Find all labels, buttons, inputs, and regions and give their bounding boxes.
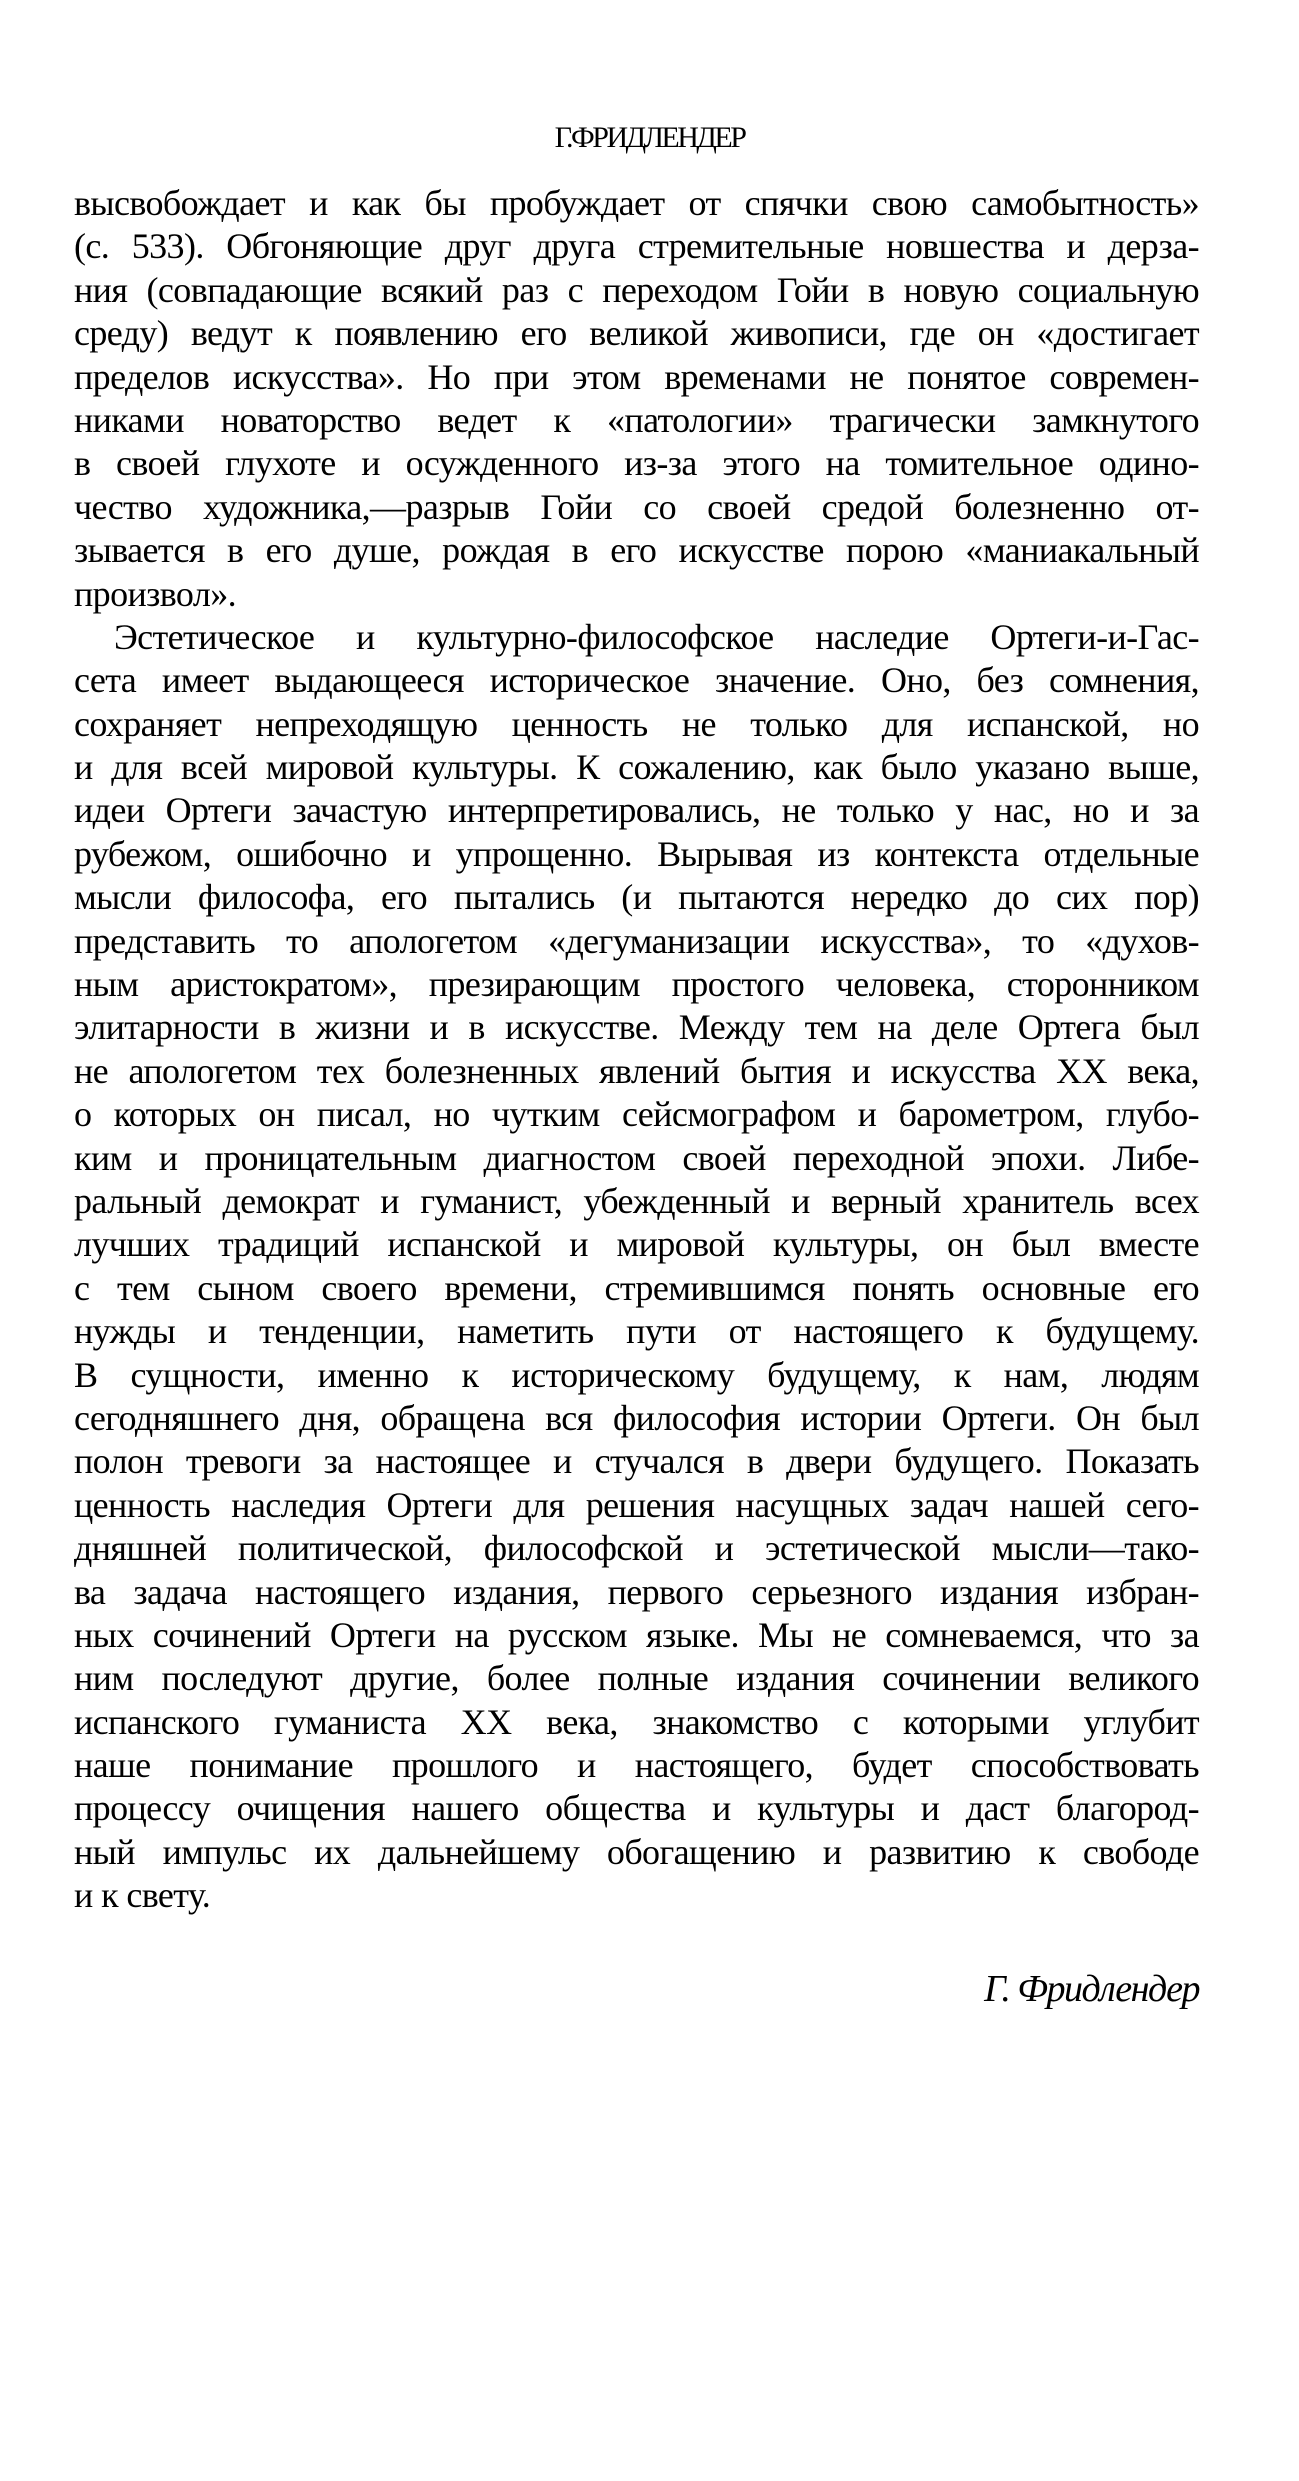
text-line: элитарности в жизни и в искусстве. Между тем на деле Ортега был xyxy=(74,1007,1199,1048)
text-line: ным аристократом», презирающим простого человека, сторонником xyxy=(74,964,1199,1005)
text-line: в своей глухоте и осужденного из-за этого на томительное одино- xyxy=(74,443,1199,484)
text-line: чество художника,—разрыв Гойи со своей средой болезненно от- xyxy=(74,486,1199,527)
text-line: ральный демократ и гуманист, убежденный и верный хранитель всех xyxy=(74,1180,1199,1221)
text-line: В сущности, именно к историческому будущему, к нам, людям xyxy=(74,1354,1199,1395)
text-line: наше понимание прошлого и настоящего, будет способствовать xyxy=(74,1745,1199,1786)
text-line: сохраняет непреходящую ценность не только для испанской, но xyxy=(74,703,1199,744)
text-line: ния (совпадающие всякий раз с переходом Гойи в новую социальную xyxy=(74,269,1199,310)
text-line: с тем сыном своего времени, стремившимся понять основные его xyxy=(74,1267,1199,1308)
text-line: пределов искусства». Но при этом временами не понятое современ- xyxy=(74,356,1199,397)
text-line: дняшней политической, философской и эстетической мысли—тако- xyxy=(74,1528,1199,1569)
text-line: представить то апологетом «дегуманизации искусства», то «духов- xyxy=(74,920,1199,961)
text-line: произвол». xyxy=(74,573,236,614)
paragraph xyxy=(74,182,1199,616)
text-line: рубежом, ошибочно и упрощенно. Вырывая из контекста отдельные xyxy=(74,833,1199,874)
text-line: лучших традиций испанской и мировой культуры, он был вместе xyxy=(74,1224,1199,1265)
running-header: Г.ФРИДЛЕНДЕР xyxy=(554,121,745,154)
body-text xyxy=(74,182,1199,1918)
text-line: сегодняшнего дня, обращена вся философия истории Ортеги. Он был xyxy=(74,1397,1199,1438)
text-line: высвобождает и как бы пробуждает от спячки свою самобытность» xyxy=(74,183,1199,223)
text-line: о которых он писал, но чутким сейсмографом и барометром, глубо- xyxy=(74,1094,1199,1135)
text-line: (с. 533). Обгоняющие друг друга стремительные новшества и дерза- xyxy=(74,226,1199,267)
text-line: не апологетом тех болезненных явлений бытия и искусства XX века, xyxy=(74,1050,1199,1091)
text-line: нужды и тенденции, наметить пути от настоящего к будущему. xyxy=(74,1311,1199,1352)
author-signature: Г. Фридлендер xyxy=(984,1968,1199,2010)
text-line: никами новаторство ведет к «патологии» трагически замкнутого xyxy=(74,399,1199,440)
text-line: идеи Ортеги зачастую интерпретировались, не только у нас, но и за xyxy=(74,790,1199,831)
text-line: ных сочинений Ортеги на русском языке. Мы не сомневаемся, что за xyxy=(74,1614,1199,1655)
text-line: среду) ведут к появлению его великой живописи, где он «достигает xyxy=(74,313,1199,354)
text-line: ный импульс их дальнейшему обогащению и развитию к свободе xyxy=(74,1831,1199,1872)
text-line: Эстетическое и культурно-философское наследие Ортеги-и-Гас- xyxy=(114,616,1199,657)
text-line: сета имеет выдающееся историческое значение. Оно, без сомнения, xyxy=(74,660,1199,701)
text-line: мысли философа, его пытались (и пытаются нередко до сих пор) xyxy=(74,877,1199,918)
paragraph xyxy=(74,616,1199,1918)
text-line: ним последуют другие, более полные издания сочинении великого xyxy=(74,1658,1199,1699)
text-line: испанского гуманиста XX века, знакомство с которыми углубит xyxy=(74,1701,1199,1742)
text-line: полон тревоги за настоящее и стучался в двери будущего. Показать xyxy=(74,1441,1199,1482)
text-line: и для всей мировой культуры. К сожалению, как было указано выше, xyxy=(74,747,1199,788)
text-line: ким и проницательным диагностом своей переходной эпохи. Либе- xyxy=(74,1137,1199,1178)
text-line: процессу очищения нашего общества и культуры и даст благород- xyxy=(74,1788,1199,1829)
text-line: ценность наследия Ортеги для решения насущных задач нашей сего- xyxy=(74,1484,1199,1525)
text-line: зывается в его душе, рождая в его искусстве порою «маниакальный xyxy=(74,530,1199,571)
text-line: ва задача настоящего издания, первого серьезного издания избран- xyxy=(74,1571,1199,1612)
text-line: и к свету. xyxy=(74,1875,211,1916)
